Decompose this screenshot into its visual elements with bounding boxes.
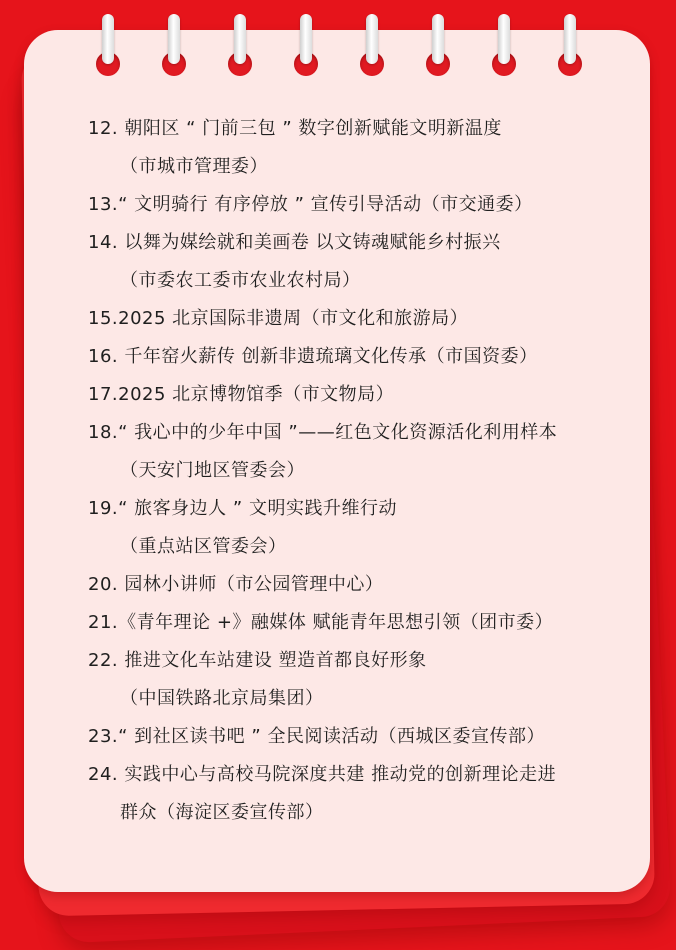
list-item: 19.“ 旅客身边人 ” 文明实践升维行动	[88, 498, 397, 519]
list-item: 14. 以舞为媒绘就和美画卷 以文铸魂赋能乡村振兴	[88, 232, 501, 253]
binder-ring-icon	[100, 14, 116, 76]
list-item-unit: （市委农工委市农业农村局）	[120, 270, 361, 291]
list-item: 24. 实践中心与高校马院深度共建 推动党的创新理论走进	[88, 764, 557, 785]
list-item: 23.“ 到社区读书吧 ” 全民阅读活动（西城区委宣传部）	[88, 726, 545, 747]
list-item: 22. 推进文化车站建设 塑造首都良好形象	[88, 650, 427, 671]
binder-ring-icon	[364, 14, 380, 76]
list-item-unit: 群众（海淀区委宣传部）	[120, 802, 324, 823]
binder-ring-icon	[496, 14, 512, 76]
list-item-unit: （市城市管理委）	[120, 156, 268, 177]
binder-ring-icon	[298, 14, 314, 76]
list-item: 12. 朝阳区 “ 门前三包 ” 数字创新赋能文明新温度	[88, 118, 502, 139]
binder-ring-icon	[232, 14, 248, 76]
list-item: 17.2025 北京博物馆季（市文物局）	[88, 384, 395, 405]
list-item-unit: （中国铁路北京局集团）	[120, 688, 324, 709]
list-item-unit: （天安门地区管委会）	[120, 460, 305, 481]
list-item: 13.“ 文明骑行 有序停放 ” 宣传引导活动（市交通委）	[88, 194, 533, 215]
binder-ring-icon	[562, 14, 578, 76]
project-list	[88, 110, 628, 832]
binder-ring-icon	[430, 14, 446, 76]
list-item: 16. 千年窑火薪传 创新非遗琉璃文化传承（市国资委）	[88, 346, 538, 367]
list-item-unit: （重点站区管委会）	[120, 536, 287, 557]
list-item: 20. 园林小讲师（市公园管理中心）	[88, 574, 384, 595]
list-item: 18.“ 我心中的少年中国 ”——红色文化资源活化利用样本	[88, 422, 558, 443]
binder-ring-icon	[166, 14, 182, 76]
list-item: 15.2025 北京国际非遗周（市文化和旅游局）	[88, 308, 469, 329]
list-item: 21.《青年理论 +》融媒体 赋能青年思想引领（团市委）	[88, 612, 554, 633]
binder-rings	[0, 0, 676, 80]
